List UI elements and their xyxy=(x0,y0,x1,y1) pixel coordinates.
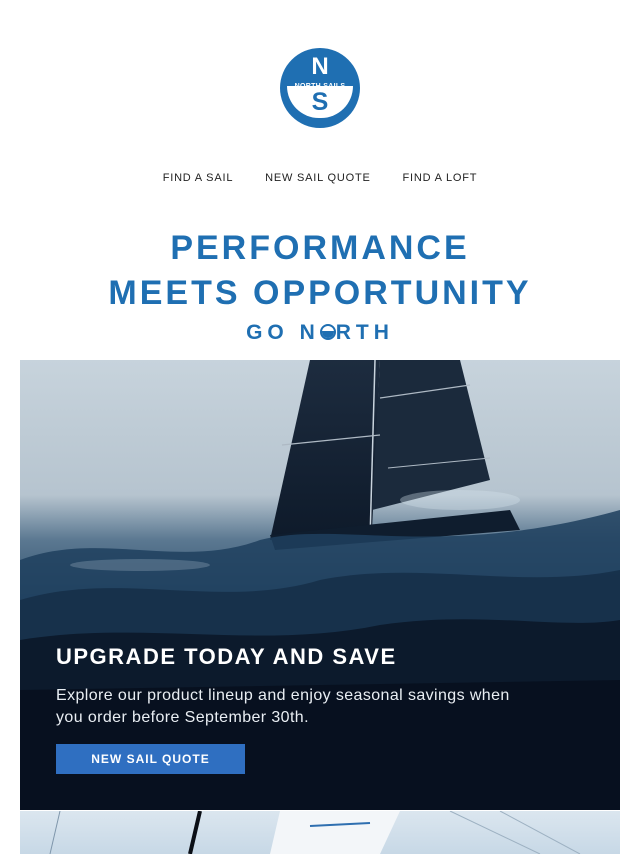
new-sail-quote-button[interactable]: NEW SAIL QUOTE xyxy=(56,744,245,774)
secondary-sailboat-image xyxy=(20,811,620,854)
go-north-prefix: GO N xyxy=(246,321,320,344)
mainsail xyxy=(270,360,380,540)
jib-sail xyxy=(372,360,490,510)
nav-new-sail-quote[interactable]: NEW SAIL QUOTE xyxy=(265,172,371,184)
nav-find-a-sail[interactable]: FIND A SAIL xyxy=(162,172,234,184)
top-nav xyxy=(0,172,640,184)
headline-line-2: MEETS OPPORTUNITY xyxy=(108,274,532,312)
half-circle-o-icon xyxy=(320,324,336,340)
hero-title: UPGRADE TODAY AND SAVE xyxy=(56,644,397,669)
headline-line-1: PERFORMANCE xyxy=(170,229,470,267)
hero-body: Explore our product lineup and enjoy seasonal savings when you order before September 30th. xyxy=(56,687,510,726)
go-north-suffix: RTH xyxy=(335,321,394,344)
logo-letter-n: N xyxy=(311,53,329,80)
hero-sailboat-image xyxy=(20,360,620,810)
headline xyxy=(0,226,640,348)
north-sails-logo[interactable] xyxy=(280,48,360,128)
nav-find-a-loft[interactable]: FIND A LOFT xyxy=(402,172,478,184)
hero-banner[interactable] xyxy=(20,360,620,810)
logo-letter-s: S xyxy=(311,88,329,116)
headline-go-north xyxy=(0,318,640,348)
